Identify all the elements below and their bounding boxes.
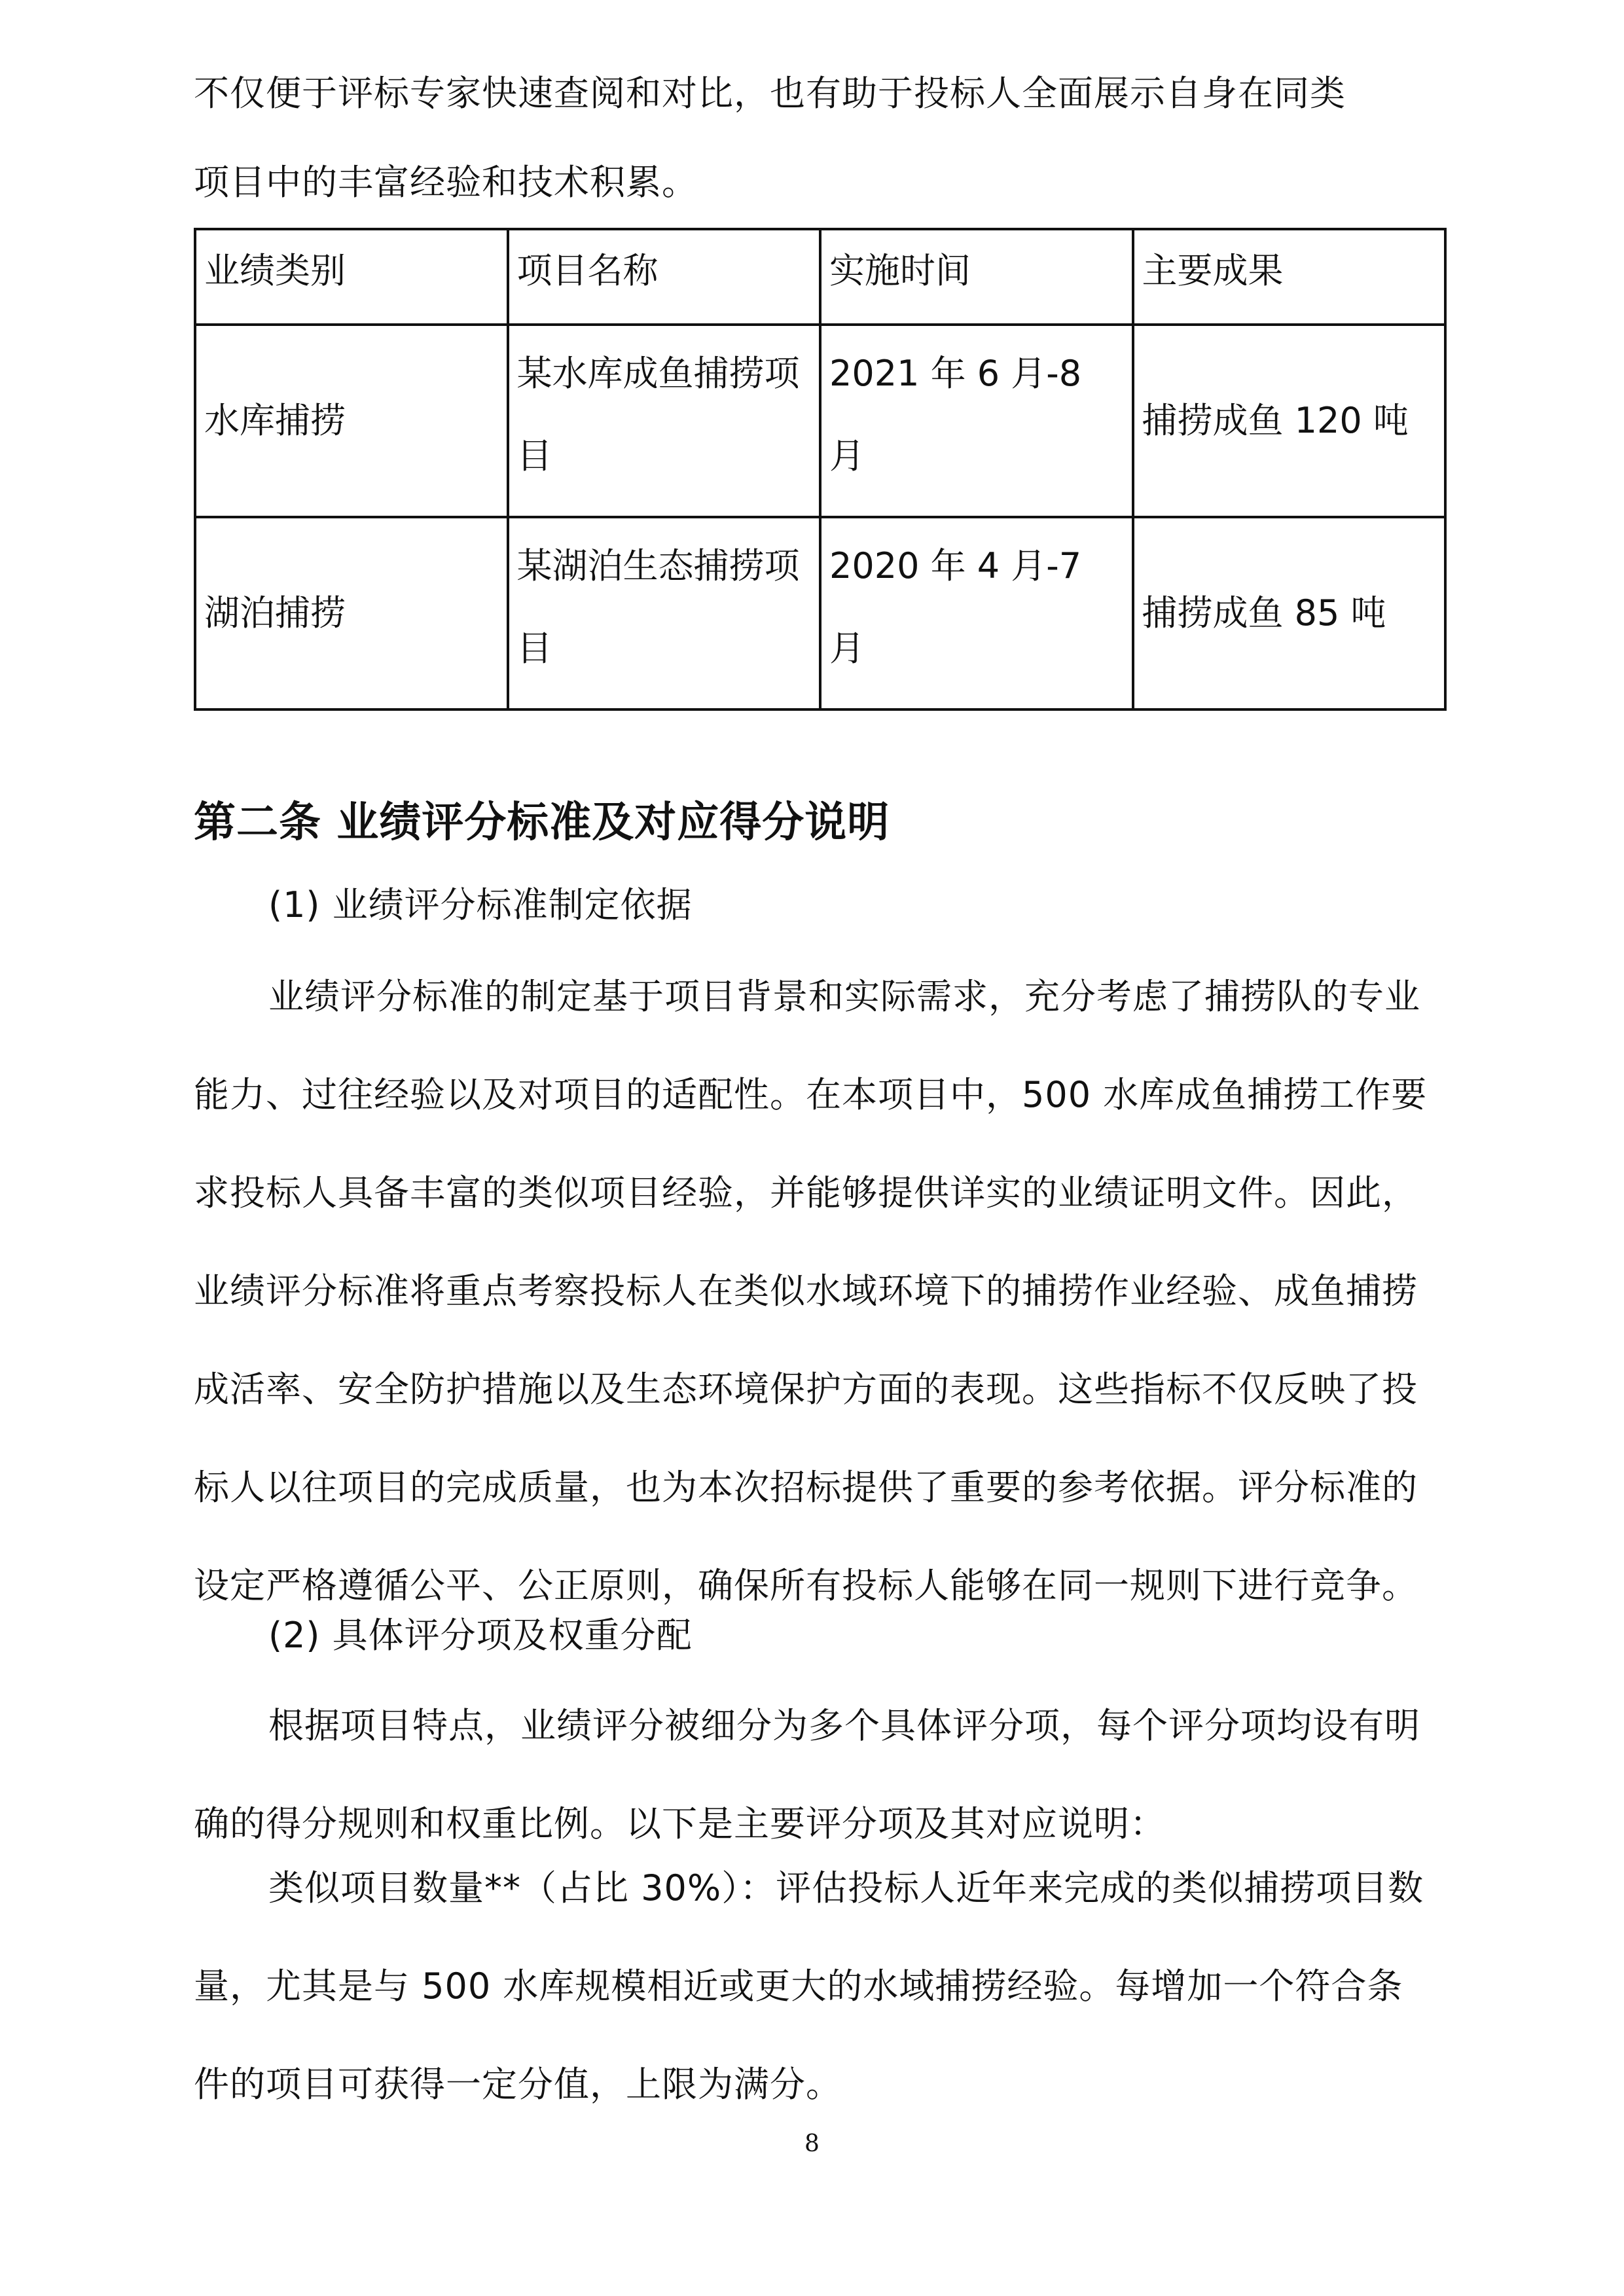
table-row — [195, 517, 1445, 709]
table-cell-project: 某湖泊生态捕捞项目 — [508, 517, 821, 709]
subsection-heading-1: (1) 业绩评分标准制定依据 — [268, 884, 693, 925]
table-cell-result: 捕捞成鱼 85 吨 — [1133, 517, 1446, 709]
intro-line-2: 项目中的丰富经验和技术积累。 — [194, 162, 698, 203]
intro-line-1: 不仅便于评标专家快速查阅和对比，也有助于投标人全面展示自身在同类 — [194, 73, 1346, 114]
performance-table — [194, 228, 1447, 711]
table-header-cell: 业绩类别 — [195, 229, 508, 325]
subsection-heading-2: (2) 具体评分项及权重分配 — [268, 1615, 693, 1656]
table-cell-category: 湖泊捕捞 — [195, 517, 508, 709]
table-cell-result: 捕捞成鱼 120 吨 — [1133, 325, 1446, 517]
page-number: 8 — [804, 2130, 820, 2157]
table-row — [195, 325, 1445, 517]
table-cell-project: 某水库成鱼捕捞项目 — [508, 325, 821, 517]
paragraph-criteria-basis: 业绩评分标准的制定基于项目背景和实际需求，充分考虑了捕捞队的专业能力、过往经验以及对项目的适配性。在本项目中，500 水库成鱼捕捞工作要求投标人具备丰富的类似项目经验，并能够提供详实的业绩证明文件。因此，业绩评分标准将重点考察投标人在类似水域环境下的捕捞作业经验、成鱼捕捞成活率、安全防护措施以及生态环境保护方面的表现。这些指标不仅反映了投标人以往项目的完成质量，也为本次招标提供了重要的参考依据。评分标准的设定严格遵循公平、公正原则，确保所有投标人能够在同一规则下进行竞争。 — [194, 976, 1428, 1606]
table-cell-time: 2020 年 4 月-7 月 — [820, 517, 1133, 709]
paragraph-similar-projects: 类似项目数量**（占比 30%）：评估投标人近年来完成的类似捕捞项目数量，尤其是与 500 水库规模相近或更大的水域捕捞经验。每增加一个符合条件的项目可获得一定分值，上限为满分。 — [194, 1867, 1424, 2105]
paragraph-scoring-items: 根据项目特点，业绩评分被细分为多个具体评分项，每个评分项均设有明确的得分规则和权重比例。以下是主要评分项及其对应说明： — [194, 1705, 1420, 1844]
table-header-row — [195, 229, 1445, 325]
table-header-cell: 主要成果 — [1133, 229, 1446, 325]
table-header-cell: 项目名称 — [508, 229, 821, 325]
table-header-cell: 实施时间 — [820, 229, 1133, 325]
table-cell-category: 水库捕捞 — [195, 325, 508, 517]
table-cell-time: 2021 年 6 月-8 月 — [820, 325, 1133, 517]
section-heading: 第二条 业绩评分标准及对应得分说明 — [194, 798, 890, 847]
